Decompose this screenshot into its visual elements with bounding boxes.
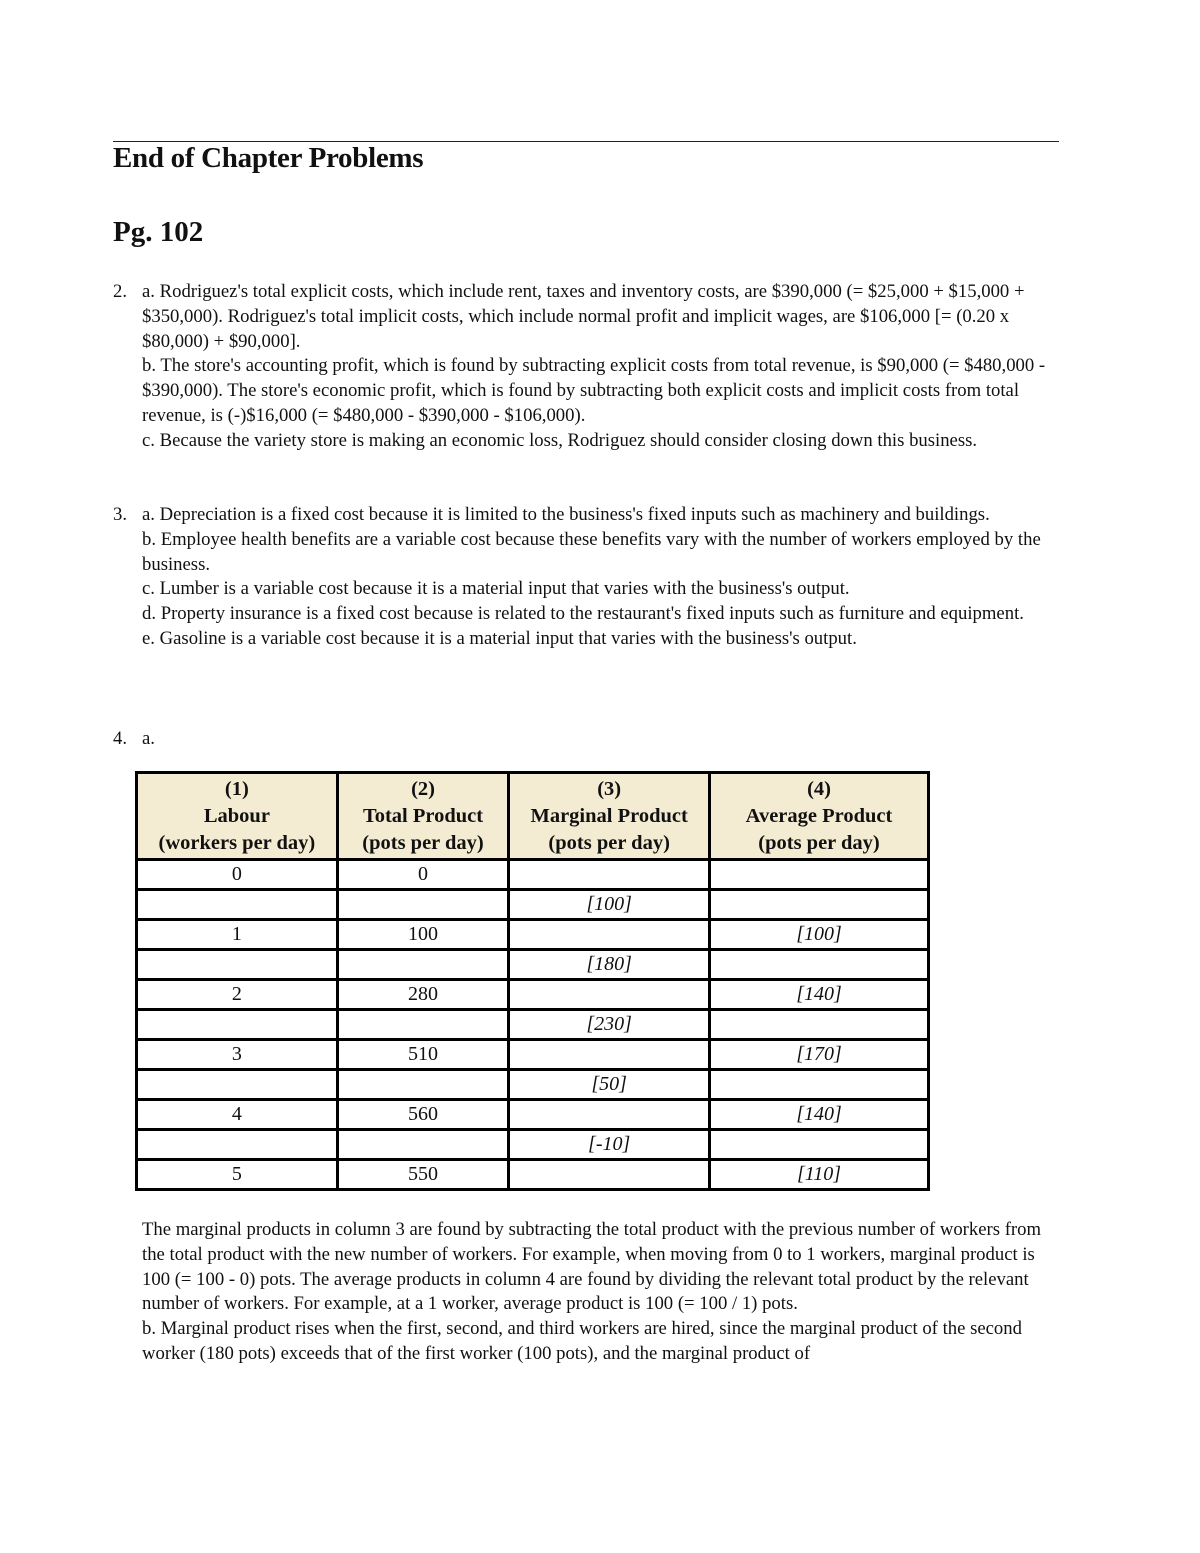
table-row <box>137 950 929 980</box>
table-cell: 560 <box>337 1100 509 1130</box>
table-row <box>137 1130 929 1160</box>
table-cell: 5 <box>137 1160 338 1190</box>
table-cell: [100] <box>710 920 929 950</box>
column-header-unit: (workers per day) <box>158 831 316 854</box>
table-cell <box>509 920 710 950</box>
table-cell <box>509 860 710 890</box>
problem-number: 2. <box>113 281 128 302</box>
problem-2-part-a: a. Rodriguez's total explicit costs, which include rent, taxes and inventory costs, are $390,000 (= $25,000 + $15,000 + $350,000). Rodriguez's total implicit costs, which include normal profit and implicit wages, are $106,000 [= (0.20 x $80,000) + $90,000]. <box>142 281 1025 352</box>
problem-number: 4. <box>113 728 128 749</box>
page-heading: End of Chapter Problems <box>113 142 424 174</box>
table-cell: [140] <box>710 1100 929 1130</box>
table-row <box>137 1010 929 1040</box>
table-row <box>137 1070 929 1100</box>
table-row <box>137 980 929 1010</box>
problem-number: 3. <box>113 504 128 525</box>
table-cell <box>137 1130 338 1160</box>
table-row <box>137 860 929 890</box>
column-header-num: (2) <box>411 777 435 800</box>
table-cell <box>337 1070 509 1100</box>
problem-4-explanation: The marginal products in column 3 are found by subtracting the total product with the previous number of workers from the total product with the new number of workers. For example, when moving from 0 to 1 workers, marginal product is 100 (= 100 - 0) pots. The average products in column 4 are found by dividing the relevant total product by the relevant number of workers. For example, at a 1 worker, average product is 100 (= 100 / 1) pots. <box>142 1219 1042 1315</box>
table-cell: [170] <box>710 1040 929 1070</box>
table-cell <box>337 950 509 980</box>
problem-3-part-c: c. Lumber is a variable cost because it is a material input that varies with the business's output. <box>142 578 850 600</box>
problem-4-explanation-block <box>142 1218 1067 1367</box>
table-cell: [140] <box>710 980 929 1010</box>
table-cell: 550 <box>337 1160 509 1190</box>
table-row <box>137 1160 929 1190</box>
table-row <box>137 1040 929 1070</box>
table-cell <box>337 1130 509 1160</box>
table-cell: [-10] <box>509 1130 710 1160</box>
production-table <box>135 771 930 1191</box>
column-header-3 <box>509 773 710 860</box>
table-cell: 100 <box>337 920 509 950</box>
column-header-name: Marginal Product <box>530 804 688 827</box>
table-cell <box>137 1070 338 1100</box>
table-cell <box>710 950 929 980</box>
problem-2 <box>113 280 1063 454</box>
table-cell: [50] <box>509 1070 710 1100</box>
table-cell <box>710 1070 929 1100</box>
table-cell <box>509 1100 710 1130</box>
table-cell <box>710 1130 929 1160</box>
table-cell <box>337 890 509 920</box>
column-header-num: (3) <box>597 777 622 800</box>
table-cell: [230] <box>509 1010 710 1040</box>
problem-3-part-e: e. Gasoline is a variable cost because it is a material input that varies with the business's output. <box>142 627 857 649</box>
problem-4-part-b: b. Marginal product rises when the first, second, and third workers are hired, since the marginal product of the second worker (180 pots) exceeds that of the first worker (100 pots), and the marginal product of <box>142 1318 1022 1364</box>
column-header-name: Labour <box>203 804 270 827</box>
table-cell: 510 <box>337 1040 509 1070</box>
table-cell <box>137 890 338 920</box>
table-cell <box>509 980 710 1010</box>
table-cell: [100] <box>509 890 710 920</box>
table-row <box>137 1100 929 1130</box>
problem-2-part-c: c. Because the variety store is making an economic loss, Rodriguez should consider closing down this business. <box>142 429 978 451</box>
table-cell <box>509 1040 710 1070</box>
problem-4 <box>113 727 1063 752</box>
table-cell <box>337 1010 509 1040</box>
table-cell: [110] <box>710 1160 929 1190</box>
table-cell: 0 <box>337 860 509 890</box>
table-row <box>137 890 929 920</box>
column-header-unit: (pots per day) <box>758 831 880 854</box>
column-header-unit: (pots per day) <box>362 831 484 854</box>
problem-3-part-b: b. Employee health benefits are a variable cost because these benefits vary with the number of workers employed by the business. <box>142 528 1041 575</box>
column-header-num: (4) <box>807 777 831 800</box>
table-header-row <box>137 773 929 860</box>
table-cell <box>710 890 929 920</box>
table-cell: 3 <box>137 1040 338 1070</box>
column-header-name: Average Product <box>745 804 893 827</box>
table-row <box>137 920 929 950</box>
table-cell <box>710 860 929 890</box>
problem-3-part-d: d. Property insurance is a fixed cost because is related to the restaurant's fixed inputs such as furniture and equipment. <box>142 603 1024 625</box>
column-header-2 <box>337 773 509 860</box>
column-header-name: Total Product <box>362 804 484 827</box>
column-header-4 <box>710 773 929 860</box>
problem-3 <box>113 503 1063 652</box>
table-cell: 2 <box>137 980 338 1010</box>
table-cell <box>137 950 338 980</box>
table-body <box>137 860 929 1190</box>
problem-4-part-a-label: a. <box>142 728 155 749</box>
table-cell <box>137 1010 338 1040</box>
column-header-1 <box>137 773 338 860</box>
table-cell <box>710 1010 929 1040</box>
column-header-num: (1) <box>224 777 249 800</box>
problem-2-part-b: b. The store's accounting profit, which is found by subtracting explicit costs from total revenue, is $90,000 (= $480,000 - $390,000). The store's economic profit, which is found by subtracting both explicit costs and implicit costs from total revenue, is (-)$16,000 (= $480,000 - $390,000 - $106,000). <box>142 355 1046 426</box>
table-cell <box>509 1160 710 1190</box>
table-cell: 0 <box>137 860 338 890</box>
table-cell: 280 <box>337 980 509 1010</box>
table-cell: 1 <box>137 920 338 950</box>
page-reference: Pg. 102 <box>113 216 204 248</box>
table-cell: [180] <box>509 950 710 980</box>
table-cell: 4 <box>137 1100 338 1130</box>
column-header-unit: (pots per day) <box>548 831 670 854</box>
problem-3-part-a: a. Depreciation is a fixed cost because it is limited to the business's fixed inputs such as machinery and buildings. <box>142 504 990 525</box>
